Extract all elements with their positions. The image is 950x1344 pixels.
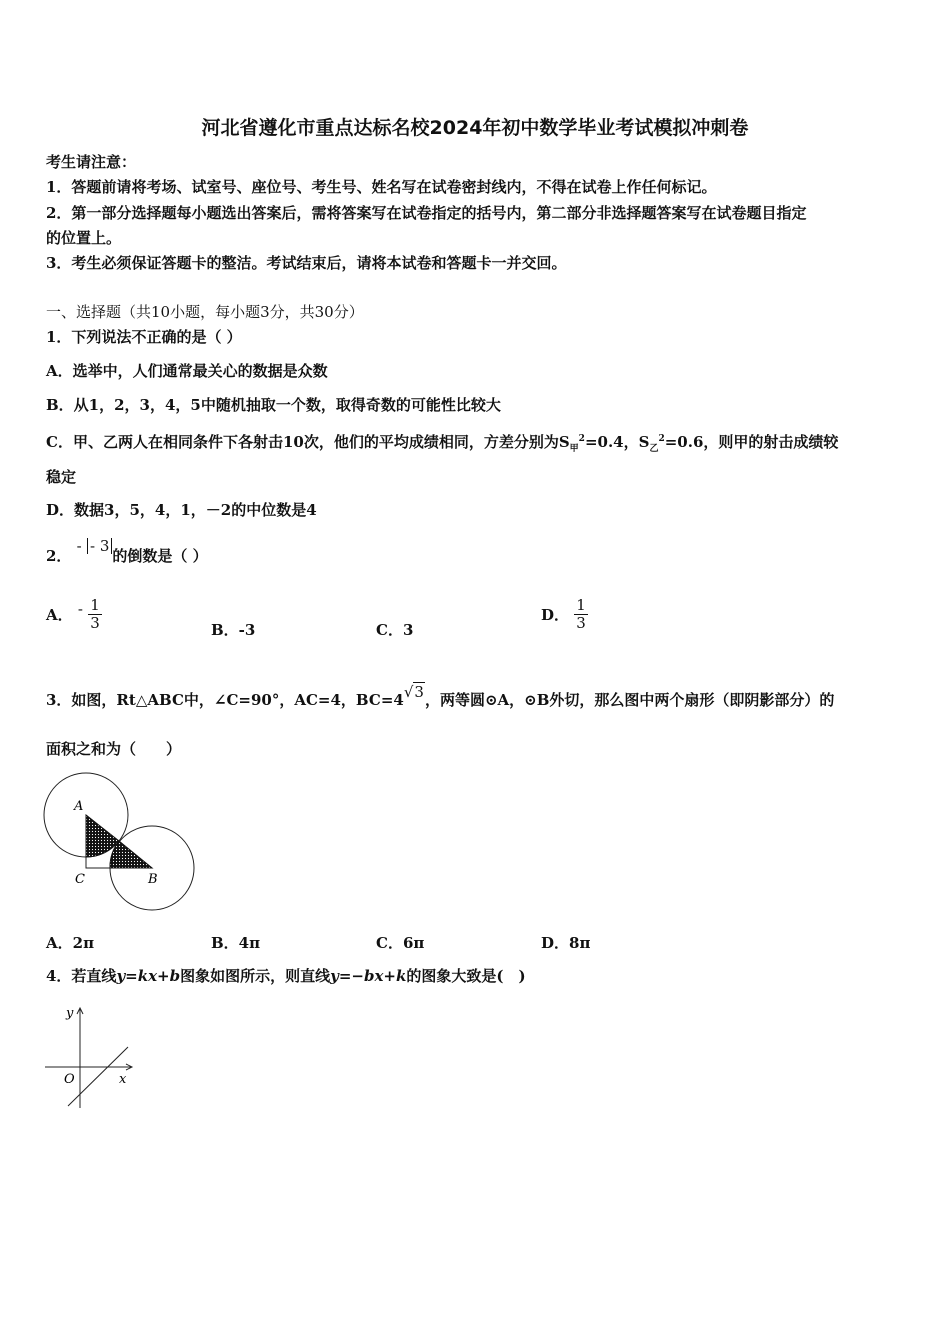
- q1-option-c: [46, 429, 838, 459]
- q3-sqrt-value: 3: [414, 683, 424, 701]
- q2-d-label: D．: [541, 606, 570, 624]
- q2-a-numerator: 1: [90, 596, 100, 614]
- q3-option-c: C．6π: [376, 934, 425, 952]
- q4-expr2: y=−bx+k: [330, 967, 407, 985]
- q3-label-b: B: [148, 872, 158, 887]
- q3-option-b: B．4π: [211, 934, 261, 952]
- q4-pre: 4．若直线: [46, 967, 117, 985]
- q4-post: 的图象大致是( ): [406, 967, 526, 985]
- q4-stem: [46, 966, 526, 986]
- q2-a-denominator: 3: [90, 614, 100, 632]
- q2-option-d: [541, 597, 588, 632]
- q2-number: 2．: [46, 547, 72, 565]
- q4-label-y: y: [66, 1006, 74, 1021]
- q2-d-denominator: 3: [576, 614, 586, 632]
- q3-stem-post: ，两等圆⊙A，⊙B外切，那么图中两个扇形（即阴影部分）的: [424, 691, 835, 709]
- section-heading: 一、选择题（共10小题，每小题3分，共30分）: [46, 303, 364, 321]
- notice-heading: 考生请注意：: [46, 153, 137, 171]
- q1-option-b: B．从1，2，3，4，5中随机抽取一个数，取得奇数的可能性比较大: [46, 396, 501, 414]
- q4-label-x: x: [119, 1072, 127, 1087]
- q2-neg-sign: -: [76, 537, 82, 555]
- q3-sqrt: √3: [403, 683, 424, 701]
- notice-item-2-cont: 的位置上。: [46, 229, 122, 247]
- q3-stem: [46, 683, 835, 710]
- q3-figure: [40, 770, 200, 920]
- q3-stem-cont: 面积之和为（ ）: [46, 740, 182, 758]
- q1-c-sup2: 2: [658, 434, 665, 444]
- q3-stem-pre: 3．如图，Rt△ABC中，∠C=90°，AC=4，BC=4: [46, 691, 404, 709]
- q3-sector-b: [110, 841, 152, 868]
- q2-a-sign: -: [77, 599, 83, 618]
- q1-option-a: A．选举中，人们通常最关心的数据是众数: [46, 362, 328, 380]
- q4-mid: 图象如图所示，则直线: [180, 967, 331, 985]
- q3-option-a: A．2π: [46, 934, 95, 952]
- q4-expr1: y=kx+b: [116, 967, 181, 985]
- q1-stem: 1．下列说法不正确的是（ ）: [46, 328, 242, 346]
- q2-stem: [46, 537, 208, 566]
- q3-label-a: A: [74, 799, 84, 814]
- q2-d-numerator: 1: [576, 596, 586, 614]
- q2-stem-post: 的倒数是（ ）: [112, 547, 208, 565]
- q2-option-a: [46, 597, 102, 632]
- q4-label-o: O: [64, 1072, 75, 1087]
- q1-option-d: D．数据3，5，4，1，－2的中位数是4: [46, 501, 317, 519]
- q2-a-fraction: [88, 597, 102, 632]
- q4-figure: [40, 1000, 140, 1115]
- q1-c-sup1: 2: [578, 434, 585, 444]
- q2-option-b: B．-3: [211, 621, 256, 639]
- notice-item-1: 1．答题前请将考场、试室号、座位号、考生号、姓名写在试卷密封线内，不得在试卷上作任何标记。: [46, 178, 717, 196]
- notice-item-3: 3．考生必须保证答题卡的整洁。考试结束后，请将本试卷和答题卡一并交回。: [46, 254, 567, 272]
- q1-c-post: =0.6，则甲的射击成绩较: [664, 433, 839, 451]
- q1-c-sub2: 乙: [649, 444, 659, 454]
- page-title: 河北省遵化市重点达标名校2024年初中数学毕业考试模拟冲刺卷: [201, 117, 749, 139]
- q1-c-mid: =0.4，S: [584, 433, 650, 451]
- q2-option-c: C．3: [376, 621, 414, 639]
- notice-item-2: 2．第一部分选择题每小题选出答案后，需将答案写在试卷指定的括号内，第二部分非选择题答案写在试卷题目指定: [46, 204, 807, 222]
- q3-option-d: D．8π: [541, 934, 591, 952]
- q1-c-sub1: 甲: [569, 444, 579, 454]
- q1-option-c-cont: 稳定: [46, 468, 77, 486]
- q1-c-pre: C．甲、乙两人在相同条件下各射击10次，他们的平均成绩相同，方差分别为S: [46, 433, 570, 451]
- q2-abs-value: - 3: [87, 538, 112, 554]
- q2-a-label: A．: [46, 606, 73, 624]
- q3-label-c: C: [75, 872, 85, 887]
- q2-d-fraction: [574, 597, 588, 632]
